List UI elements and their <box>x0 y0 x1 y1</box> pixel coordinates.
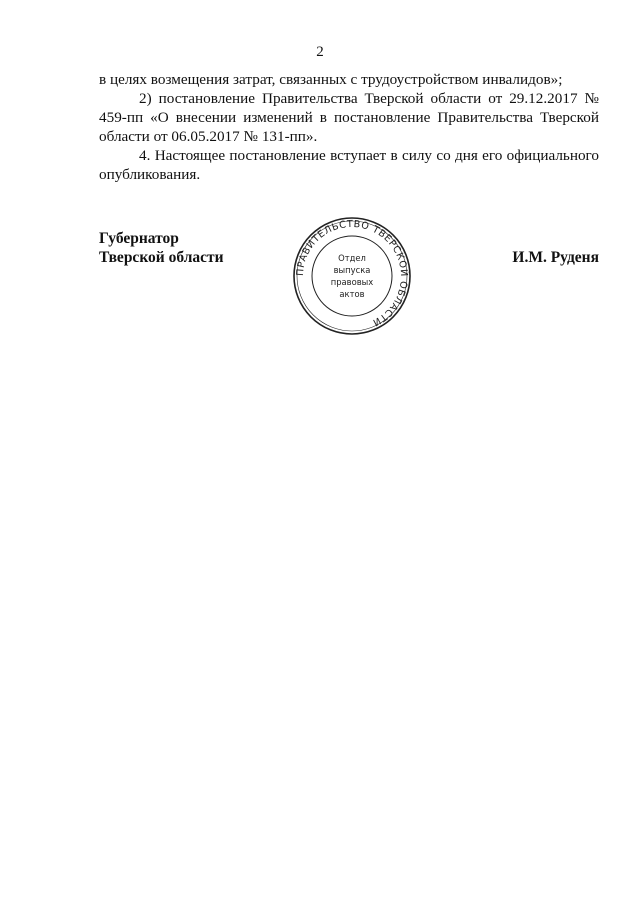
stamp-center-line-4: актов <box>339 289 365 299</box>
stamp-outer-ring <box>294 218 410 334</box>
official-stamp <box>289 213 415 339</box>
signature-block <box>99 218 599 349</box>
page-number: 2 <box>316 44 324 60</box>
stamp-center-line-3: правовых <box>330 277 374 287</box>
signatory-title-line-1: Губернатор <box>99 230 179 247</box>
stamp-center-line-2: выпуска <box>333 265 371 275</box>
stamp-ring-textpath: ПРАВИТЕЛЬСТВО ТВЕРСКОЙ ОБЛАСТИ <box>294 218 410 329</box>
paragraph-continuation: в целях возмещения затрат, связанных с трудоустройством инвалидов»; <box>99 71 563 88</box>
signatory-name: И.М. Руденя <box>512 249 599 266</box>
signatory-title <box>99 229 224 267</box>
paragraph-item-4: 4. Настоящее постановление вступает в силу со дня его официального опубликования. <box>99 147 599 183</box>
document-body <box>99 70 599 184</box>
signatory-title-line-2: Тверской области <box>99 249 224 266</box>
paragraph-item-2: 2) постановление Правительства Тверской области от 29.12.2017 № 459-пп «О внесении изменений в постановление Правительства Тверской области от 06.05.2017 № 131-пп». <box>99 90 599 145</box>
stamp-center-line-1: Отдел <box>338 253 366 263</box>
stamp-inner-ring <box>312 236 392 316</box>
